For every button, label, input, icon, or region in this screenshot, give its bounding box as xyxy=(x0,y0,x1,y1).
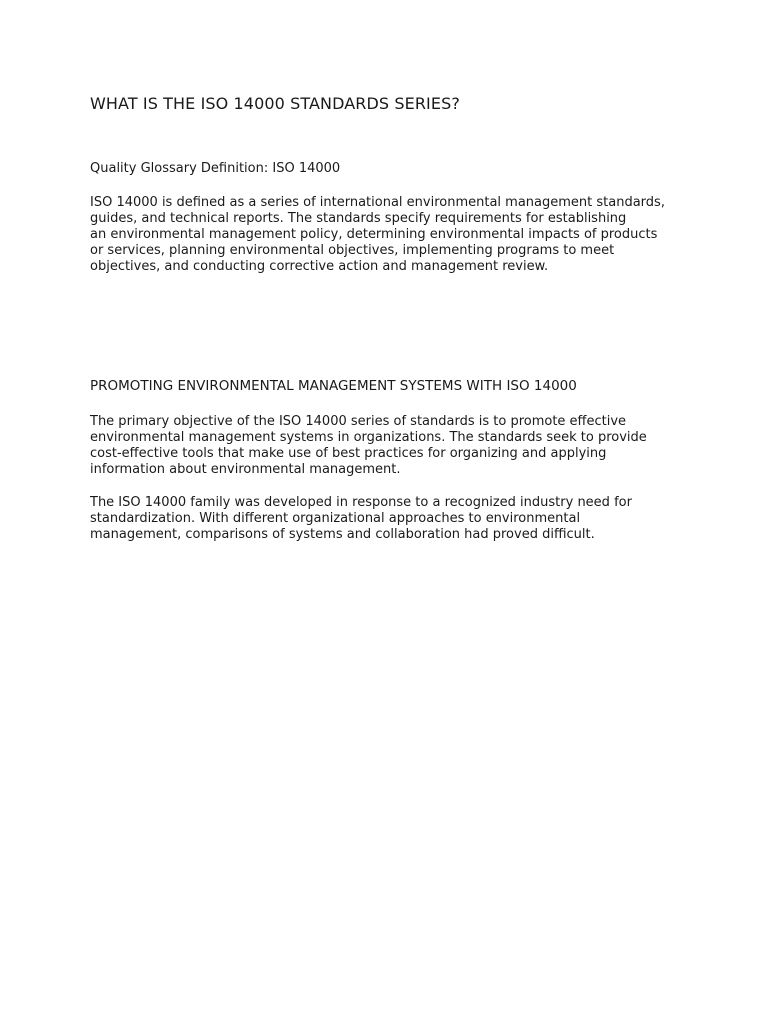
definition-paragraph xyxy=(90,195,690,275)
history-paragraph xyxy=(90,495,690,543)
paragraph-line: The primary objective of the ISO 14000 series of standards is to promote effective xyxy=(90,414,627,429)
glossary-definition-heading: Quality Glossary Definition: ISO 14000 xyxy=(90,161,341,176)
paragraph-line: standardization. With different organizational approaches to environmental xyxy=(90,511,581,526)
objective-paragraph xyxy=(90,414,690,478)
paragraph-line: ISO 14000 is defined as a series of international environmental management standards, xyxy=(90,195,665,210)
section-title: PROMOTING ENVIRONMENTAL MANAGEMENT SYSTEMS WITH ISO 14000 xyxy=(90,378,577,394)
paragraph-line: management, comparisons of systems and collaboration had proved difficult. xyxy=(90,527,595,542)
paragraph-line: objectives, and conducting corrective action and management review. xyxy=(90,259,549,274)
page-title: WHAT IS THE ISO 14000 STANDARDS SERIES? xyxy=(90,94,460,113)
paragraph-line: The ISO 14000 family was developed in response to a recognized industry need for xyxy=(90,495,632,510)
paragraph-line: cost-effective tools that make use of best practices for organizing and applying xyxy=(90,446,607,461)
paragraph-line: environmental management systems in organizations. The standards seek to provide xyxy=(90,430,647,445)
paragraph-line: information about environmental management. xyxy=(90,462,401,477)
paragraph-line: guides, and technical reports. The standards specify requirements for establishing xyxy=(90,211,627,226)
paragraph-line: an environmental management policy, determining environmental impacts of products xyxy=(90,227,658,242)
paragraph-line: or services, planning environmental objectives, implementing programs to meet xyxy=(90,243,615,258)
